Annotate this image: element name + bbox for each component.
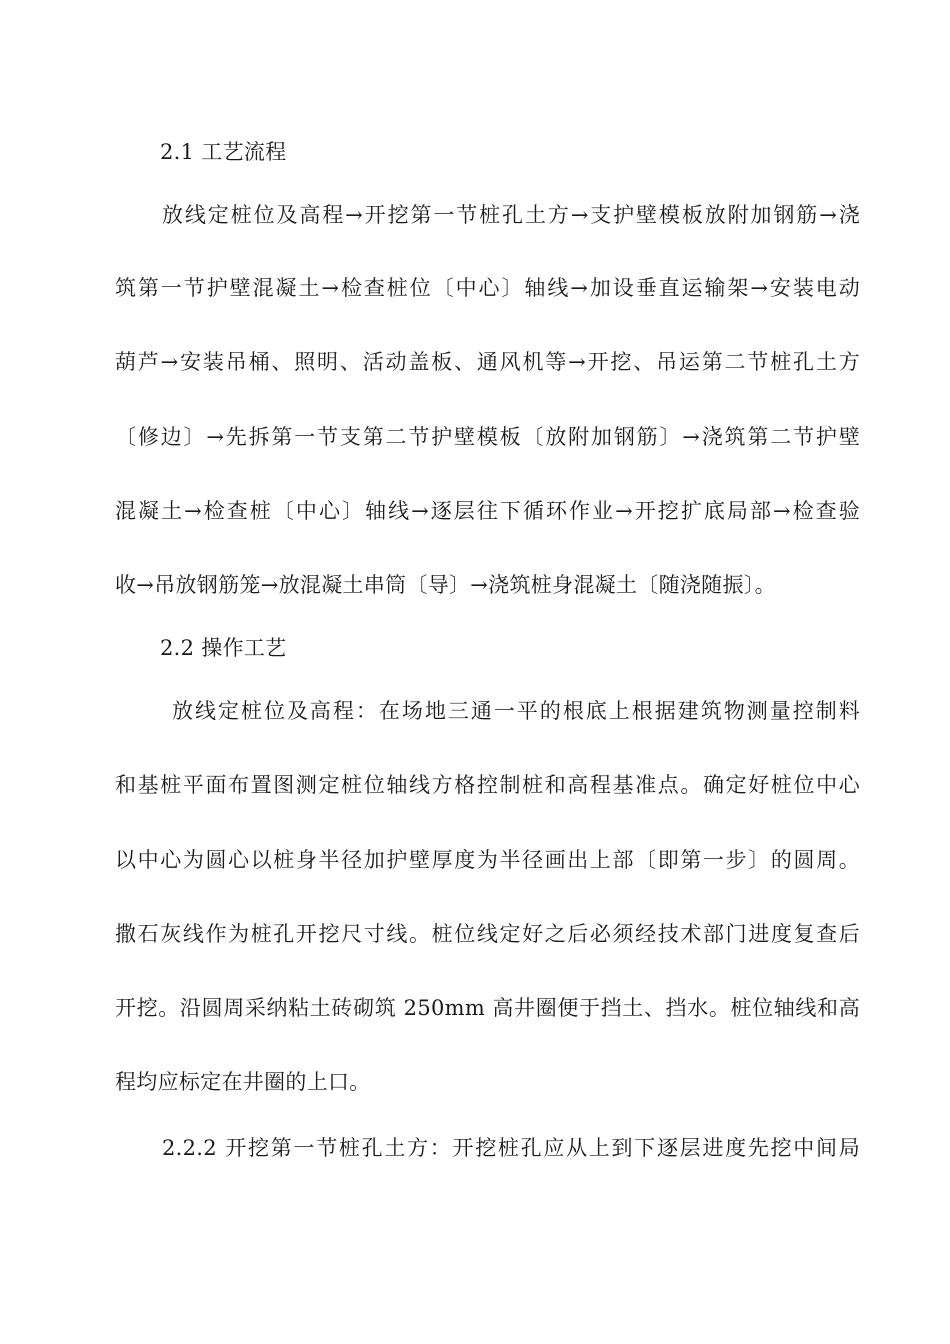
section-heading-process-flow: 2.1 工艺流程	[160, 140, 287, 164]
paragraph-line: 收→吊放钢筋笼→放混凝土串筒〔导〕→浇筑桩身混凝土〔随浇随振〕。	[115, 573, 776, 597]
paragraph-line: 放线定桩位及高程：在场地三通一平的根底上根据建筑物测量控制料	[172, 699, 860, 723]
paragraph-line: 开挖。沿圆周采纳粘土砖砌筑 250mm 高井圈便于挡土、挡水。桩位轴线和高	[115, 996, 860, 1020]
paragraph-line: 葫芦→安装吊桶、照明、活动盖板、通风机等→开挖、吊运第二节桩孔土方	[115, 350, 860, 374]
paragraph-line: 混凝土→检查桩〔中心〕轴线→逐层往下循环作业→开挖扩底局部→检查验	[115, 499, 860, 523]
paragraph-line: 放线定桩位及高程→开挖第一节桩孔土方→支护壁模板放附加钢筋→浇	[162, 203, 860, 227]
paragraph-line: 以中心为圆心以桩身半径加护壁厚度为半径画出上部〔即第一步〕的圆周。	[115, 848, 860, 872]
paragraph-line: 撒石灰线作为桩孔开挖尺寸线。桩位线定好之后必须经技术部门进度复查后	[115, 922, 860, 946]
paragraph-line: 程均应标定在井圈的上口。	[115, 1070, 371, 1094]
paragraph-line: 和基桩平面布置图测定桩位轴线方格控制桩和高程基准点。确定好桩位中心	[115, 773, 860, 797]
paragraph-line: 筑第一节护壁混凝土→检查桩位〔中心〕轴线→加设垂直运输架→安装电动	[115, 276, 860, 300]
paragraph-line: 〔修边〕→先拆第一节支第二节护壁模板〔放附加钢筋〕→浇筑第二节护壁	[115, 425, 860, 449]
subsection-paragraph-line: 2.2.2 开挖第一节桩孔土方：开挖桩孔应从上到下逐层进度先挖中间局	[162, 1136, 860, 1160]
section-heading-operation: 2.2 操作工艺	[160, 636, 287, 660]
